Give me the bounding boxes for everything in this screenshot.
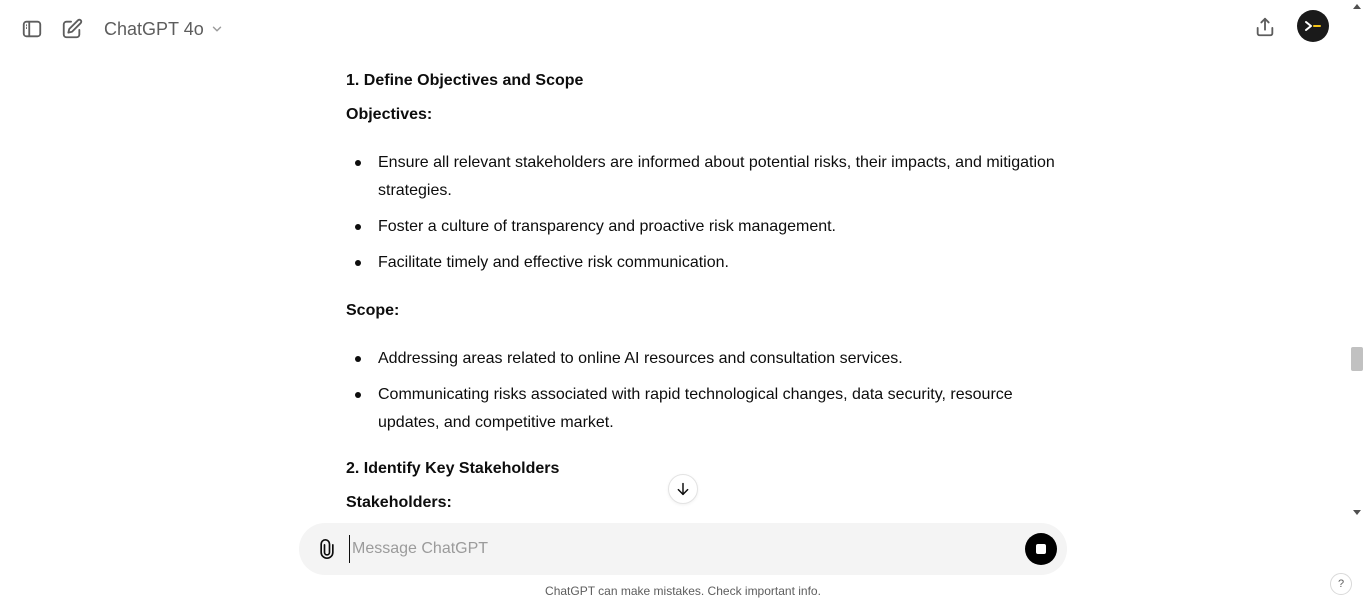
list-item: Communicating risks associated with rapid technological changes, data security, resource updates, and competitive market. (378, 381, 1066, 437)
stop-generating-button[interactable] (1025, 533, 1057, 565)
scrollbar[interactable] (1349, 0, 1366, 520)
scrollbar-thumb[interactable] (1351, 347, 1363, 371)
paperclip-icon (317, 538, 337, 560)
model-name: ChatGPT 4o (104, 18, 204, 39)
message-composer (299, 523, 1067, 575)
attach-button[interactable] (315, 537, 339, 561)
chevron-down-icon (210, 22, 224, 36)
scope-label: Scope: (346, 302, 400, 319)
list-item: Facilitate timely and effective risk communication. (378, 249, 1066, 277)
disclaimer-text: ChatGPT can make mistakes. Check important info. (545, 584, 821, 598)
section-heading: 2. Identify Key Stakeholders (346, 460, 560, 477)
scroll-up-arrow-icon[interactable] (1353, 4, 1361, 9)
scroll-down-arrow-icon[interactable] (1353, 510, 1361, 515)
share-icon (1254, 16, 1276, 38)
list-item: Ensure all relevant stakeholders are informed about potential risks, their impacts, and mitigation strategies. (378, 149, 1066, 205)
new-chat-button[interactable] (58, 15, 86, 43)
stakeholders-label: Stakeholders: (346, 494, 452, 511)
objectives-label: Objectives: (346, 106, 433, 123)
scroll-to-bottom-button[interactable] (668, 474, 698, 504)
list-item: Foster a culture of transparency and proactive risk management. (378, 213, 1066, 241)
share-button[interactable] (1250, 12, 1280, 42)
assistant-message (346, 56, 1066, 518)
message-input[interactable] (349, 535, 1009, 563)
sidebar-toggle-icon (21, 18, 43, 40)
terminal-avatar-icon (1303, 19, 1323, 33)
model-selector[interactable] (104, 17, 224, 41)
top-bar (0, 0, 1366, 56)
section-heading: 1. Define Objectives and Scope (346, 72, 584, 89)
compose-icon (61, 18, 83, 40)
avatar[interactable] (1297, 10, 1329, 42)
sidebar-toggle-button[interactable] (18, 15, 46, 43)
help-button[interactable]: ? (1330, 573, 1352, 595)
stop-icon (1036, 544, 1046, 554)
list-item: Addressing areas related to online AI resources and consultation services. (378, 345, 1066, 373)
arrow-down-icon (675, 481, 691, 497)
